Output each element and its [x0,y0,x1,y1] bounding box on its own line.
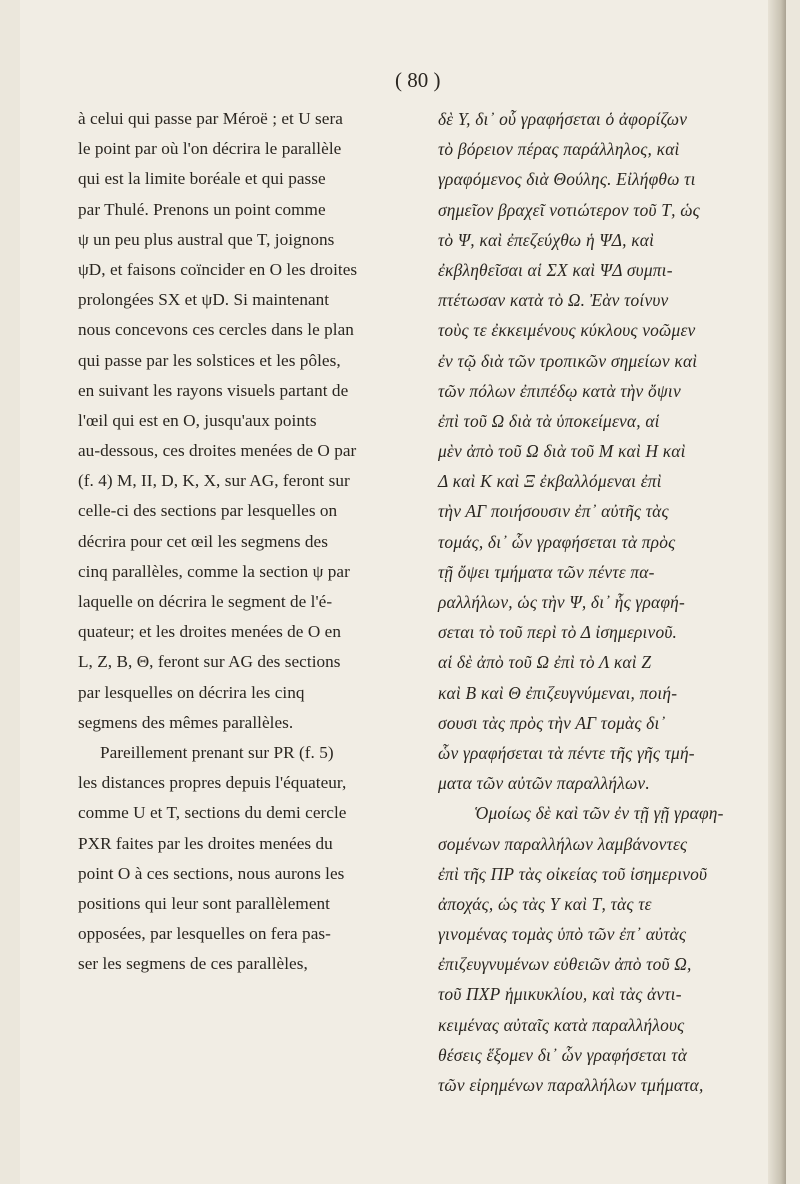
text-line: Δ καὶ Κ καὶ Ξ ἐκβαλλόμεναι ἐπὶ [438,471,662,492]
text-line: PXR faites par les droites menées du [78,833,333,853]
text-line: Pareillement prenant sur PR (f. 5) [100,742,334,762]
page-number: ( 80 ) [395,68,441,92]
text-line: τὴν ΑΓ ποιήσουσιν ἐπ᾽ αὐτῆς τὰς [438,501,669,522]
text-line: ψD, et faisons coïncider en O les droites [78,259,358,279]
text-line: l'œil qui est en O, jusqu'aux points [78,410,317,430]
text-line: ματα τῶν αὐτῶν παραλλήλων. [438,773,650,794]
text-line: les distances propres depuis l'équateur, [78,773,347,793]
text-line: (f. 4) M, II, D, K, X, sur AG, feront sur [78,471,350,491]
text-line: ἀποχάς, ὡς τὰς Υ καὶ Τ, τὰς τε [438,893,652,914]
text-line: segmens des mêmes parallèles. [78,712,294,732]
text-line: πτέτωσαν κατὰ τὸ Ω. Ἐὰν τοίνυν [438,290,669,311]
text-line: τοὺς τε ἐκκειμένους κύκλους νοῶμεν [438,320,696,341]
text-line: θέσεις ἕξομεν δι᾽ ὧν γραφήσεται τὰ [438,1044,688,1065]
text-line: καὶ Β καὶ Θ ἐπιζευγνύμεναι, ποιή- [438,682,678,703]
text-line: décrira pour cet œil les segmens des [78,531,328,551]
text-line: ἐπὶ τῆς ΠΡ τὰς οἰκείας τοῦ ἰσημερινοῦ [438,863,708,884]
page-edge-shadow [768,0,786,1184]
text-line: γραφόμενος διὰ Θούλης. Εἰλήφθω τι [438,169,696,190]
text-line: par lesquelles on décrira les cinq [78,682,305,702]
text-line: au-dessous, ces droites menées de O par [78,441,357,461]
text-line: δὲ Υ, δι᾽ οὗ γραφήσεται ὁ ἀφορίζων [438,109,688,129]
text-line: cinq parallèles, comme la section ψ par [78,561,350,581]
text-line: ἐπὶ τοῦ Ω διὰ τὰ ὑποκείμενα, αἱ [438,410,660,431]
text-line: τὸ βόρειον πέρας παράλληλος, καὶ [438,139,680,160]
text-line: σουσι τὰς πρὸς τὴν ΑΓ τομὰς δι᾽ [438,712,666,733]
text-line: μὲν ἀπὸ τοῦ Ω διὰ τοῦ Μ καὶ Η καὶ [438,441,686,462]
text-line: σημεῖον βραχεῖ νοτιώτερον τοῦ Τ, ὡς [438,199,700,220]
book-page [20,0,786,1184]
text-line: ἐκβληθεῖσαι αἱ ΣΧ καὶ ΨΔ συμπι- [438,259,673,280]
text-line: Ὁμοίως δὲ καὶ τῶν ἐν τῇ γῇ γραφη- [474,803,724,824]
text-line: prolongées SX et ψD. Si maintenant [78,290,330,310]
text-line: τομάς, δι᾽ ὧν γραφήσεται τὰ πρὸς [438,531,676,552]
text-line: τοῦ ΠΧΡ ἡμικυκλίου, καὶ τὰς ἀντι- [438,984,682,1005]
text-line: γινομένας τομὰς ὑπὸ τῶν ἐπ᾽ αὐτὰς [438,924,687,945]
text-line: opposées, par lesquelles on fera pas- [78,924,331,944]
text-line: ser les segmens de ces parallèles, [78,954,308,974]
text-line: positions qui leur sont parallèlement [78,893,330,913]
text-line: ψ un peu plus austral que T, joignons [78,229,335,249]
text-line: nous concevons ces cercles dans le plan [78,320,354,340]
text-line: τῇ ὄψει τμήματα τῶν πέντε πα- [438,561,655,582]
text-line: le point par où l'on décrira le parallèle [78,139,342,159]
french-text-column [78,104,408,979]
text-line: qui est la limite boréale et qui passe [78,169,326,189]
text-line: τῶν πόλων ἐπιπέδῳ κατὰ τὴν ὄψιν [438,380,681,401]
text-line: à celui qui passe par Méroë ; et U sera [78,109,343,128]
text-line: qui passe par les solstices et les pôles, [78,350,341,370]
text-line: αἱ δὲ ἀπὸ τοῦ Ω ἐπὶ τὸ Λ καὶ Ζ [438,652,652,673]
text-line: κειμένας αὐταῖς κατὰ παραλλήλους [438,1014,685,1035]
text-line: τῶν εἰρημένων παραλλήλων τμήματα, [438,1075,704,1095]
text-line: laquelle on décrira le segment de l'é- [78,592,333,611]
text-line: quateur; et les droites menées de O en [78,622,341,642]
text-line: celle-ci des sections par lesquelles on [78,501,338,521]
text-line: point O à ces sections, nous aurons les [78,863,345,883]
text-line: ἐπιζευγνυμένων εὐθειῶν ἀπὸ τοῦ Ω, [438,954,692,975]
text-line: ραλλήλων, ὡς τὴν Ψ, δι᾽ ἧς γραφή- [438,592,685,612]
text-line: ἐν τῷ διὰ τῶν τροπικῶν σημείων καὶ [438,350,698,371]
text-line: τὸ Ψ, καὶ ἐπεζεύχθω ἡ ΨΔ, καὶ [438,229,655,250]
text-line: σομένων παραλλήλων λαμβάνοντες [438,833,688,854]
text-line: comme U et T, sections du demi cercle [78,803,347,823]
text-line: en suivant les rayons visuels partant de [78,380,349,400]
text-line: L, Z, B, Θ, feront sur AG des sections [78,652,341,672]
text-line: par Thulé. Prenons un point comme [78,199,326,219]
text-line: σεται τὸ τοῦ περὶ τὸ Δ ἰσημερινοῦ. [438,622,678,643]
greek-text-column [438,104,778,1100]
text-line: ὧν γραφήσεται τὰ πέντε τῆς γῆς τμή- [438,742,695,763]
